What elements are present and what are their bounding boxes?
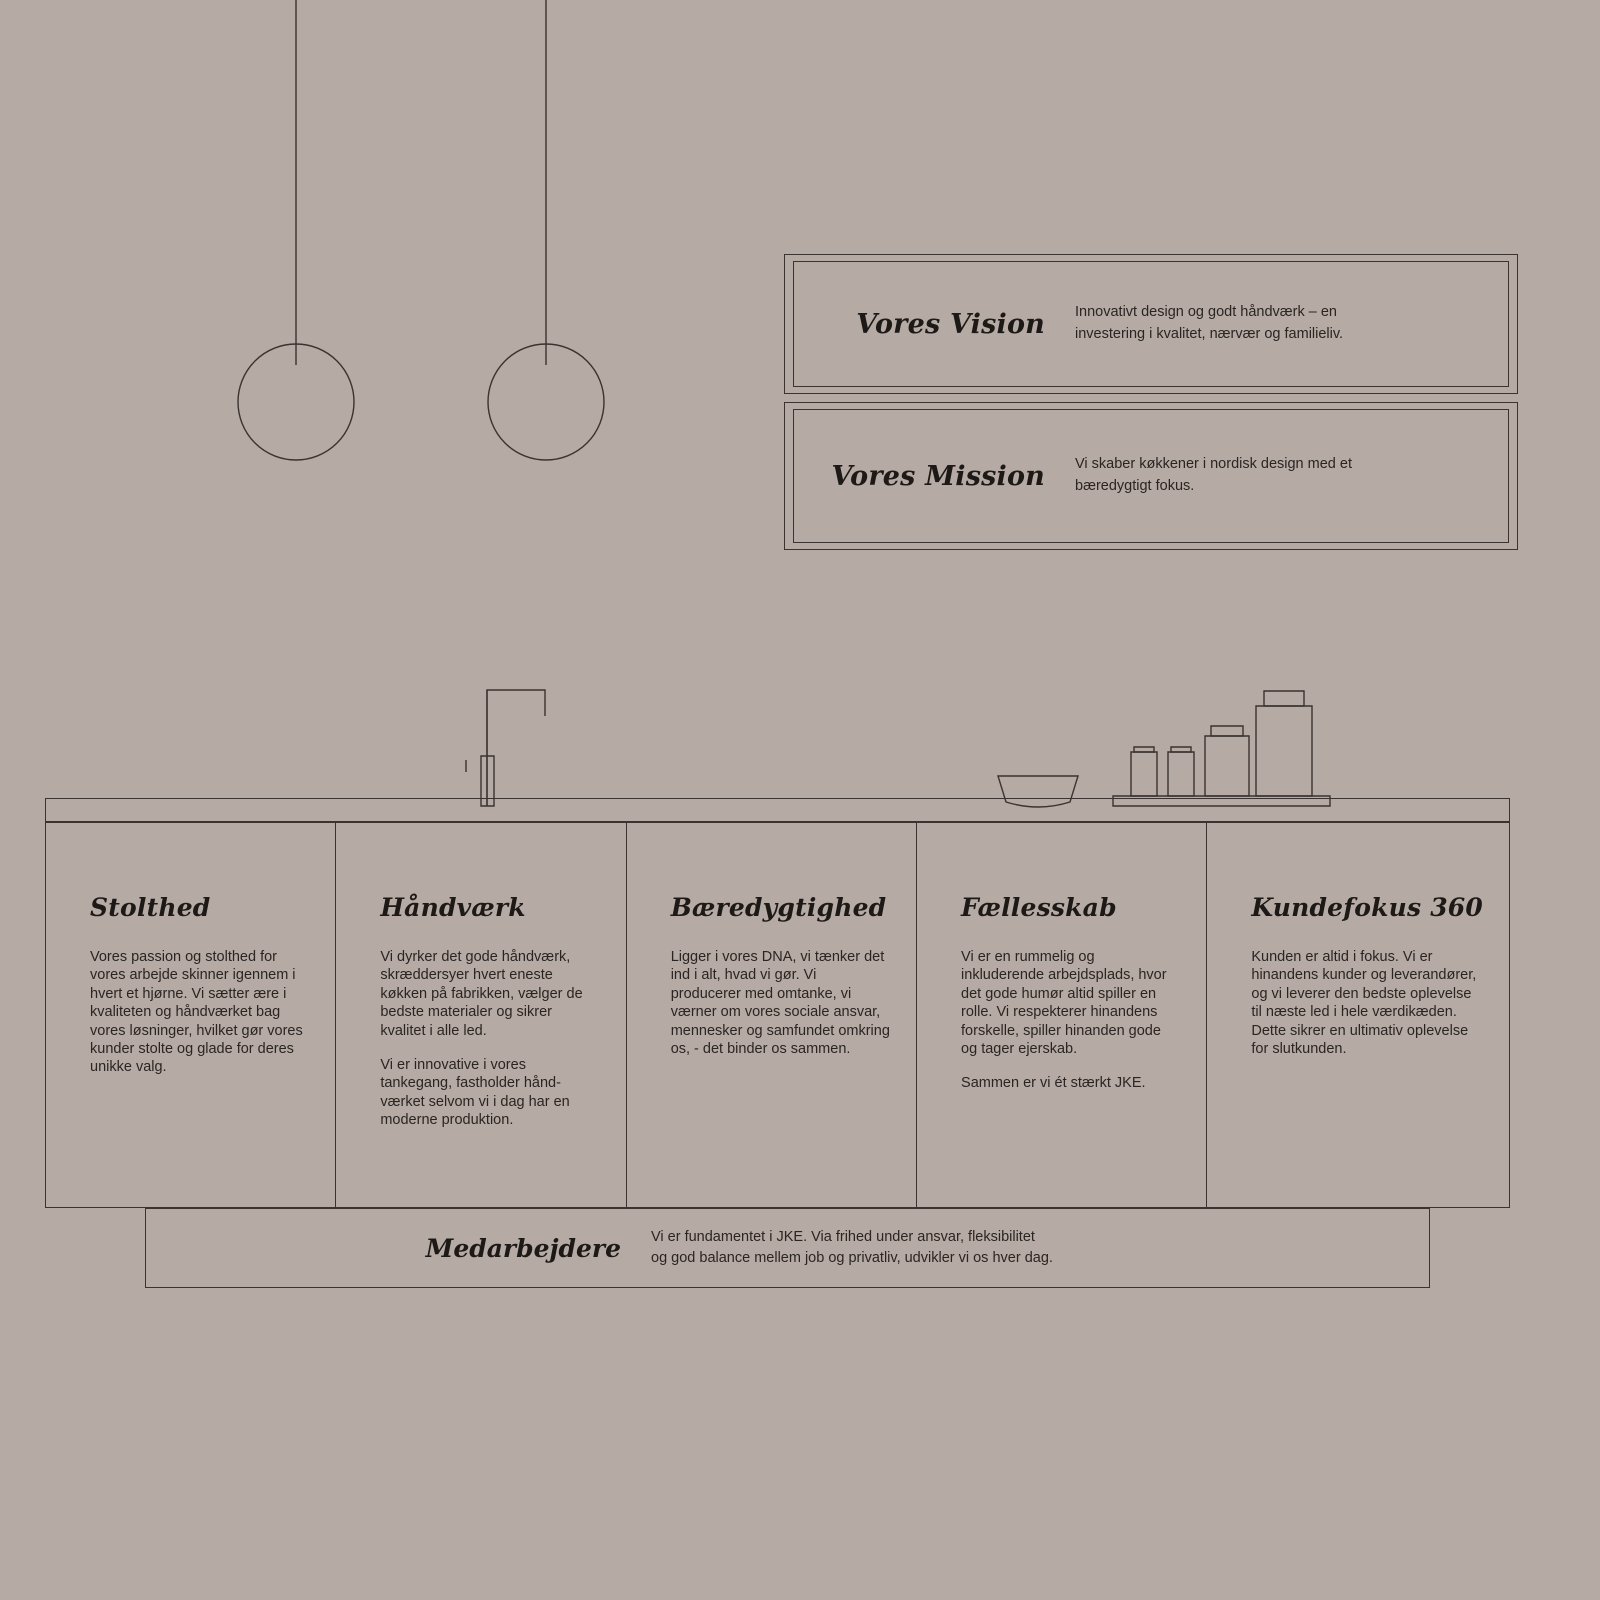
value-text-handvaerk-1: Vi dyrker det gode håndværk, skræddersyer hvert eneste køkken på fabrikken, vælger de bedste materialer og sikrer kvalitet i alle led.	[380, 949, 583, 1039]
employees-title: Medarbejdere	[425, 1233, 621, 1263]
value-title-handvaerk: Håndværk	[380, 893, 526, 922]
vision-mission-panel	[784, 254, 1518, 550]
value-text-kundefokus-1: Kunden er altid i fokus. Vi er hinandens kunder og leverandører, og vi leverer den bedste oplevelse til næste led i hele værdikæden. Dette sikrer en ultimativ oplevelse for slutkunden.	[1251, 949, 1477, 1058]
value-title-faellesskab: Fællesskab	[961, 893, 1117, 922]
value-title-baeredygtighed: Bæredygtighed	[670, 893, 887, 922]
mission-text: Vi skaber køkkener i nordisk design med et bæredygtigt fokus.	[1075, 456, 1352, 494]
value-cabinet-baeredygtighed	[627, 822, 917, 1208]
value-cabinet-stolthed	[45, 822, 336, 1208]
mission-title: Vores Mission	[831, 460, 1045, 492]
employees-text	[651, 1227, 1053, 1269]
value-text-handvaerk-2: Vi er innovative i vores tankegang, fastholder hånd-værket selvom vi i dag har en moderne produktion.	[380, 1057, 570, 1129]
values-cabinet-row	[45, 822, 1510, 1208]
value-cabinet-faellesskab	[917, 822, 1207, 1208]
value-cabinet-handvaerk	[336, 822, 626, 1208]
vision-title: Vores Vision	[856, 308, 1045, 340]
employees-drawer	[145, 1208, 1430, 1288]
value-cabinet-kundefokus	[1207, 822, 1510, 1208]
value-text-faellesskab-2: Sammen er vi ét stærkt JKE.	[961, 1075, 1146, 1092]
value-text-baeredygtighed-1: Ligger i vores DNA, vi tænker det ind i alt, hvad vi gør. Vi producerer med omtanke, vi værner om vores sociale ansvar, mennesker og samfundet omkring os, - det binder os sammen.	[670, 949, 890, 1058]
jar-small-2-icon	[1168, 747, 1194, 796]
value-title-stolthed: Stolthed	[90, 893, 211, 922]
employees-text-line-2: og god balance mellem job og privatliv, udvikler vi os hver dag.	[651, 1250, 1053, 1266]
value-text-stolthed-1: Vores passion og stolthed for vores arbejde skinner igennem i hvert et hjørne. Vi sætter ære i kvaliteten og håndværket bag vores løsninger, hvilket gør vores kunder stolte og glade for deres unikke valg.	[90, 949, 303, 1076]
vision-box	[784, 254, 1518, 394]
value-text-faellesskab-1: Vi er en rummelig og inkluderende arbejdsplads, hvor det gode humør altid spiller en rolle. Vi respekterer hinandens forskelle, spiller hinanden gode og tager ejerskab.	[961, 949, 1167, 1058]
faucet-icon	[466, 690, 545, 806]
pendant-lamp-right-icon	[488, 0, 604, 460]
jar-medium-icon	[1205, 726, 1249, 796]
countertop	[45, 798, 1510, 822]
jar-small-1-icon	[1131, 747, 1157, 796]
employees-text-line-1: Vi er fundamentet i JKE. Via frihed under ansvar, fleksibilitet	[651, 1228, 1035, 1245]
vision-text: Innovativt design og godt håndværk – en investering i kvalitet, nærvær og familieliv.	[1075, 304, 1344, 342]
value-title-kundefokus: Kundefokus 360	[1251, 893, 1483, 922]
mission-box	[784, 402, 1518, 550]
jar-large-icon	[1256, 691, 1312, 796]
pendant-lamp-left-icon	[238, 0, 354, 460]
